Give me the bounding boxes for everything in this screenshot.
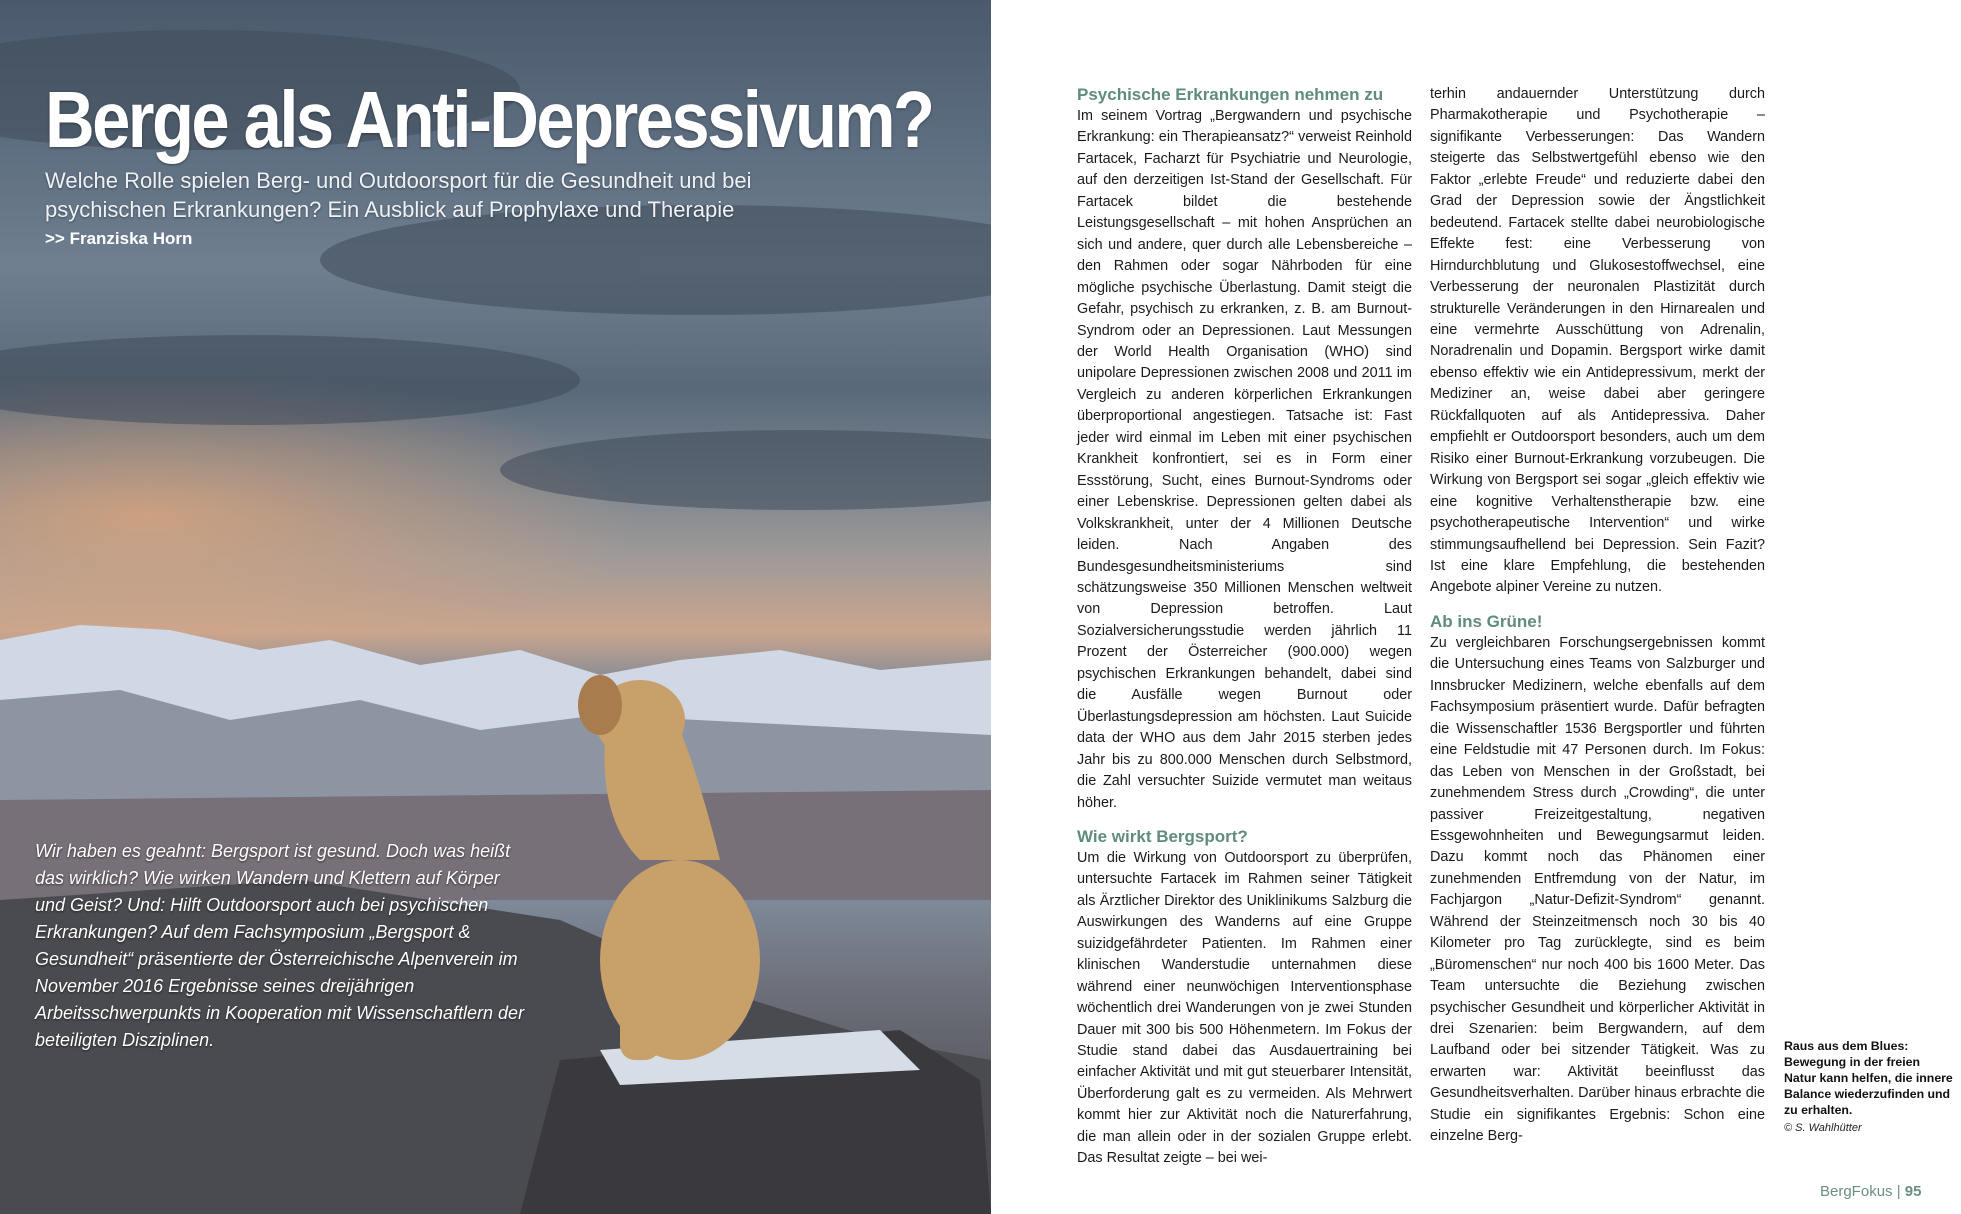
paragraph: Zu vergleichbaren Forschungsergebnissen kommt die Untersuchung eines Teams von Salzburger und Innsbrucker Medizinern, welche ebenfalls auf dem Fachsymposium präsentiert wurde. Dafür befragten die Wissenschaftler 1536 Bergsportler und führten eine Feldstudie mit 47 Personen durch. Im Fokus: das Leben von Menschen in der Großstadt, bei zunehmendem Stress durch „Crowding“, die unter passiver Freizeitgestaltung, negativen Essgewohnheiten und Bewegungsarmut leiden. Dazu kommt noch das Phänomen einer zunehmenden Entfremdung von der Natur, im Fachjargon „Natur-Defizit-Syndrom“ genannt. Während der Steinzeitmensch noch 30 bis 40 Kilometer pro Tag zurücklegte, sind es beim „Büromenschen“ nur noch 400 bis 1600 Meter. Das Team untersuchte die Beziehung zwischen psychischer Gesundheit und körperlicher Aktivität in drei Szenarien: beim Bergwandern, auf dem Laufband oder bei sitzender Tätigkeit. Was zu erwarten war: Aktivität beeinflusst das Gesundheitsverhalten. Darüber hinaus erbrachte die Studie ein signifikantes Ergebnis: Schon eine einzelne Berg- xyxy=(1430,634,1765,1145)
page-footer xyxy=(1820,1183,1921,1200)
article-column-1 xyxy=(1077,84,1412,1170)
paragraph: Im seinem Vortrag „Bergwandern und psychische Erkrankung: ein Therapieansatz?“ verweist Reinhold Fartacek, Facharzt für Psychiatrie und Neurologie, auf den derzeitigen Ist-Stand der Gesellschaft. Für Fartacek bildet die bestehende Leistungsgesellschaft – mit hohen Ansprüchen an sich und andere, quer durch alle Lebensbereiche – den Rahmen oder sogar Nährboden für eine mögliche psychische Überlastung. Damit steigt die Gefahr, psychisch zu erkranken, z. B. am Burnout-Syndrom oder an Depressionen. Laut Messungen der World Health Organisation (WHO) sind unipolare Depressionen zwischen 2008 und 2011 im Vergleich zu anderen körperlichen Erkrankungen überproportional angestiegen. Tatsache ist: Fast jeder wird einmal im Leben mit einer psychischen Krankheit konfrontiert, sei es in Form einer Essstörung, Sucht, eines Burnout-Syndroms oder einer Lebenskrise. Depressionen gelten dabei als Volkskrankheit, unter der 4 Millionen Deutsche leiden. Nach Angaben des Bundesgesundheitsministeriums sind schätzungsweise 350 Millionen Menschen weltweit von Depression betroffen. Laut Sozialversicherungsstudie werden jährlich 11 Prozent der Österreicher (900.000) wegen psychischen Erkrankungen behandelt, dabei sind die Ausfälle wegen Burnout oder Überlastungsdepression am höchsten. Laut Suicide data der WHO aus dem Jahr 2015 sterben jedes Jahr bis zu 800.000 Menschen durch Selbstmord, die Zahl versuchter Suizide vermutet man weitaus höher. xyxy=(1077,108,1412,811)
photo-credit: © S. Wahlhütter xyxy=(1784,1122,1862,1134)
article-column-2 xyxy=(1430,84,1765,1148)
paragraph: terhin andauernder Unterstützung durch Pharmakotherapie und Psychotherapie – signifikante Verbesserungen: Das Wandern steigerte das Selbstwertgefühl ebenso wie den Faktor „erlebte Freude“ und reduzierte dabei den Grad der Depression sowie der Ängstlichkeit bedeutend. Fartacek stellte dabei neurobiologische Effekte fest: eine Verbesserung von Hirndurchblutung und Glukosestoffwechsel, eine Verbesserung der neuronalen Plastizität durch strukturelle Veränderungen in den Hirnarealen und eine vermehrte Ausschüttung von Adrenalin, Noradrenalin und Dopamin. Bergsport wirke damit ebenso effektiv wie ein Antidepressivum, merkt der Mediziner an, weise dabei aber geringere Rückfallquoten auf als Antidepressiva. Daher empfiehlt er Outdoorsport besonders, auch um dem Risiko einer Burnout-Erkrankung vorzubeugen. Die Wirkung von Bergsport sei sogar „gleich effektiv wie eine kognitive Verhaltenstherapie bzw. eine psychotherapeutische Intervention“ und wirke stimmungsaufhellend bei Depression. Sein Fazit? Ist eine klare Empfehlung, die bestehenden Angebote alpiner Vereine zu nutzen. xyxy=(1430,86,1765,596)
author: >> Franziska Horn xyxy=(45,229,193,248)
page-number: 95 xyxy=(1904,1183,1922,1200)
magazine-name: BergFokus xyxy=(1820,1183,1893,1200)
photo-caption-box xyxy=(1784,1038,1954,1135)
paragraph: Um die Wirkung von Outdoorsport zu überprüfen, untersuchte Fartacek im Rahmen seiner Tätigkeit als Ärztlicher Direktor des Uniklinikums Salzburg die Auswirkungen des Wanderns auf eine Gruppe suizidgefährdeter Patienten. Im Rahmen einer klinischen Wanderstudie unternahmen diese während einer neunwöchigen Interventionsphase wöchentlich drei Wanderungen von je zwei Stunden Dauer mit 300 bis 500 Höhenmetern. Im Fokus der Studie stand dabei das Ausdauertraining bei einfacher Aktivität und mit gut steuerbarer Intensität, Überforderung galt es zu vermeiden. Als Mehrwert kommt hier zur Aktivität noch die Naturerfahrung, die man allein oder in der sozialen Gruppe erlebt. Das Resultat zeigte – bei wei- xyxy=(1077,849,1412,1167)
page-title: Berge als Anti-Depressivum? xyxy=(45,75,933,164)
article-header xyxy=(45,75,933,250)
intro-text: Wir haben es geahnt: Bergsport ist gesund. Doch was heißt das wirklich? Wie wirken Wandern und Klettern auf Körper und Geist? Und: Hilft Outdoorsport auch bei psychischen Erkrankungen? Auf dem Fachsymposium „Bergsport & Gesundheit“ präsentierte der Österreichische Alpenverein im November 2016 Ergebnisse seines dreijährigen Arbeitsschwerpunkts in Kooperation mit Wissenschaftlern der beteiligten Disziplinen. xyxy=(35,841,525,1050)
subtitle: Welche Rolle spielen Berg- und Outdoorsport für die Gesundheit und bei psychischen Erkrankungen? Ein Ausblick auf Prophylaxe und Therapie xyxy=(45,168,752,222)
section-heading: Ab ins Grüne! xyxy=(1430,611,1543,631)
section-heading: Psychische Erkrankungen nehmen zu xyxy=(1077,85,1384,104)
separator: | xyxy=(1892,1183,1905,1200)
section-heading: Wie wirkt Bergsport? xyxy=(1077,826,1248,846)
photo-caption: Raus aus dem Blues: Bewegung in der freien Natur kann helfen, die innere Balance wiederzufinden und zu erhalten. xyxy=(1784,1039,1953,1117)
